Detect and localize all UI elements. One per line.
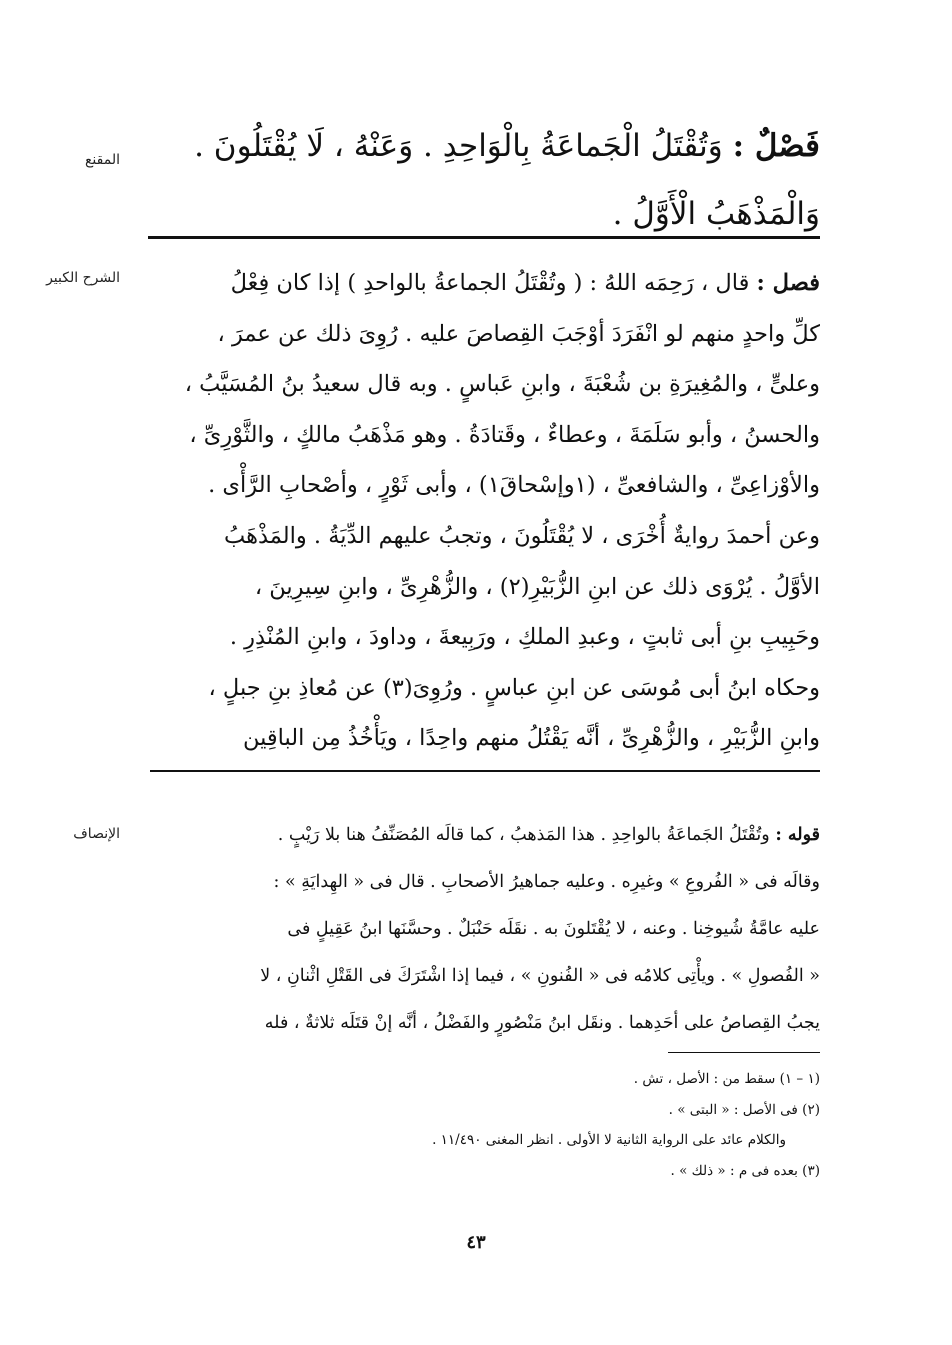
- footnote-1: (١ – ١) سقط من : الأصل ، تش .: [633, 1071, 820, 1087]
- muqni-heading: فَصْلٌ :: [732, 128, 820, 164]
- sharh-line-2: كلِّ واحدٍ منهم لو انْفَرَدَ أوْجَبَ القِصاصَ عليه . رُوِىَ ذلك عن عمرَ ،: [217, 320, 820, 347]
- sharh-line-3: وعلىٍّ ، والمُغِيرَةِ بن شُعْبَةَ ، وابنِ عَباسٍ . وبه قال سعيدُ بنُ المُسَيَّبُ ،: [184, 371, 820, 398]
- insaf-line-5: يجبُ القِصاصُ على أحَدِهما . ونقَل ابنُ مَنْصُورٍ والفَضْلُ ، أنَّه إنْ قتَلَه ثلاثةٌ ، فله: [264, 1013, 820, 1033]
- insaf-heading: قوله :: [775, 825, 820, 845]
- footnotes: [148, 1064, 820, 1186]
- footnote-separator: [668, 1052, 820, 1053]
- muqni-line-1: [148, 112, 820, 180]
- insaf-line-4: « الفُصولِ » . ويأْتِى كلامُه فى « الفُنونِ » ، فيما إذا اشْتَرَكَ فى القَتْلِ اثْنانِ ، لا: [260, 966, 820, 986]
- sharh-margin-label: الشرح الكبير: [46, 270, 120, 286]
- sharh-line-8: وحَبِيبِ بنِ أبى ثابتٍ ، وعبدِ الملكِ ، ورَبِيعةَ ، وداودَ ، وابنِ المُنْذِرِ .: [229, 624, 820, 651]
- muqni-text: [148, 112, 820, 248]
- sharh-line-10: وابنِ الزُّبَيْرِ ، والزُّهْرِىِّ ، أنَّه يَقْتُلُ منهم واحِدًا ، ويَأْخُذُ مِن الباقِين: [242, 725, 820, 752]
- footnote-3: (٣) بعده فى م : « ذلك » .: [670, 1162, 820, 1179]
- sharh-line-7: الأوَّلُ . يُرْوَى ذلك عن ابنِ الزُّبَيْرِ(٢) ، والزُّهْرِىِّ ، وابنِ سِيرِينَ ،: [254, 573, 820, 600]
- muqni-line-1-text: وَتُقْتَلُ الْجَماعَةُ بِالْوَاحِدِ . وَعَنْهُ ، لَا يُقْتَلُونَ .: [194, 128, 723, 164]
- insaf-line-3: عليه عامَّةُ شُيوخِنا . وعنه ، لا يُقْتَلونَ به . نقَلَه حَنْبَلٌ . وحسَّنَها ابنُ عَقِيلٍ فى: [287, 919, 820, 939]
- sharh-heading: فصل :: [756, 270, 820, 296]
- insaf-line-2: وقالَه فى « الفُروعِ » وغيرِه . وعليه جماهيرُ الأصحابِ . قال فى « الهِدايَةِ » :: [273, 872, 820, 892]
- muqni-margin-label: المقنع: [84, 152, 120, 168]
- sharh-line-4: والحسنُ ، وأبو سَلَمَةَ ، وعطاءٌ ، وقَتادَةُ . وهو مَذْهَبُ مالكٍ ، والثَّوْرِىِّ ،: [189, 421, 820, 448]
- sharh-line-6: وعن أحمدَ روايةٌ أُخْرَى ، لا يُقْتَلُونَ ، وتجبُ عليهم الدِّيَةُ . والمَذْهَبُ: [224, 522, 820, 549]
- sharh-text: [148, 258, 820, 764]
- insaf-line-1: [148, 812, 820, 859]
- muqni-line-2: وَالْمَذْهَبُ الْأَوَّلُ .: [612, 196, 820, 232]
- sharh-line-5: والأوْزاعِىِّ ، والشافعىِّ ، (١وإسْحاقَ١) ، وأبى ثَوْرٍ ، وأصْحابِ الرَّأْى .: [208, 472, 820, 499]
- footnote-2-continuation: والكلام عائد على الرواية الثانية لا الأولى . انظر المغنى ١١/٤٩٠ .: [432, 1132, 786, 1148]
- insaf-text: [148, 812, 820, 1047]
- sharh-line-1-text: قال ، رَحِمَه اللهُ : ( وتُقْتَلُ الجماعةُ بالواحدِ ) إذا كان فِعْلُ: [230, 270, 750, 296]
- insaf-margin-label: الإنصاف: [73, 826, 120, 842]
- sharh-line-9: وحكاه ابنُ أبى مُوسَى عن ابنِ عباسٍ . ورُوِىَ(٣) عن مُعاذِ بنِ جبلٍ ،: [208, 674, 820, 701]
- section-divider: [150, 770, 820, 772]
- sharh-line-1: [148, 258, 820, 309]
- insaf-line-1-text: وتُقْتَلُ الجَماعَةُ بالواحِدِ . هذا المَذهبُ ، كما قالَه المُصَنِّفُ هنا بلا رَيْبٍ .: [277, 825, 770, 845]
- section-divider-thick: [148, 236, 820, 239]
- footnote-2: (٢) فى الأصل : « البتى » .: [668, 1101, 820, 1118]
- page-number: ٤٣: [466, 1232, 486, 1253]
